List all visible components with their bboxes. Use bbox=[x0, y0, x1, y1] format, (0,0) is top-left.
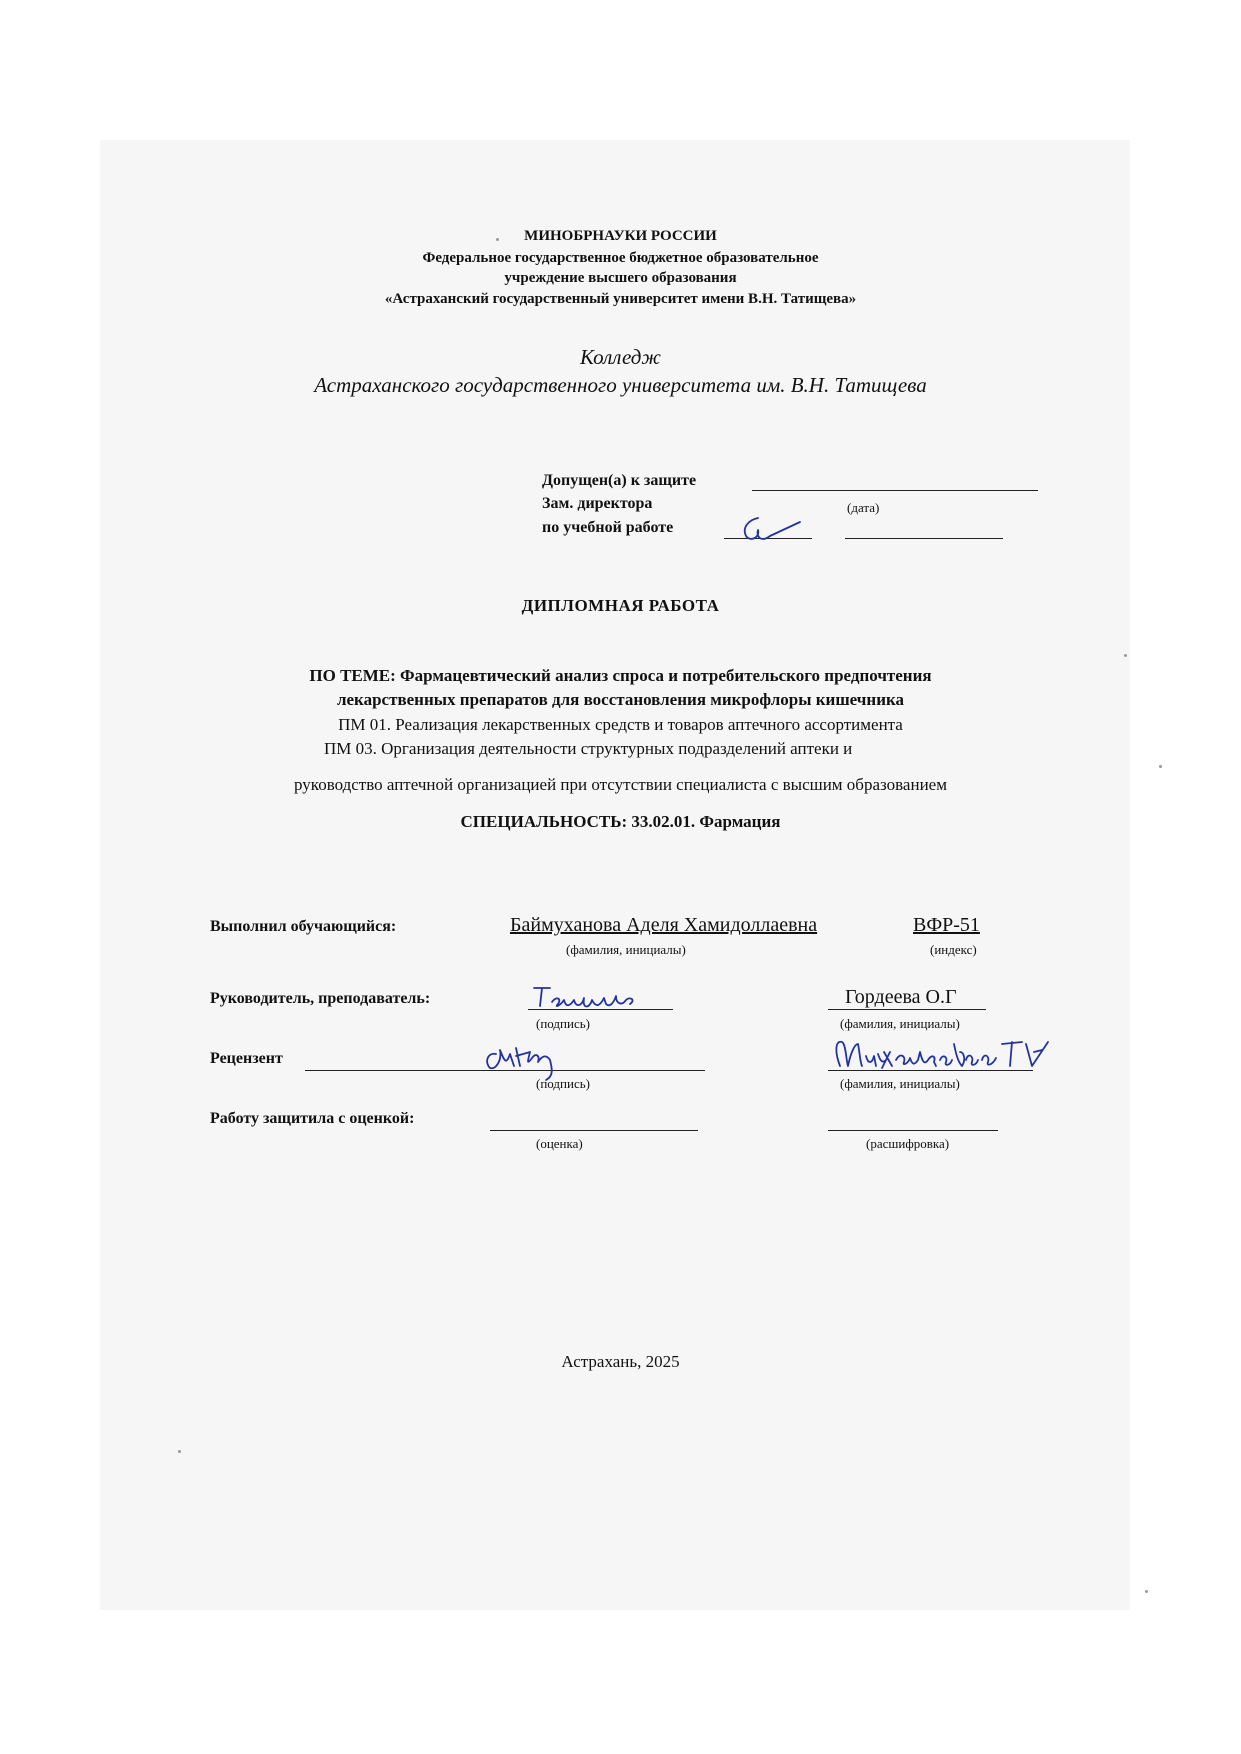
document-title: ДИПЛОМНАЯ РАБОТА bbox=[521, 596, 720, 615]
supervisor-name-line bbox=[828, 1009, 986, 1010]
institution-line-1: Федеральное государственное бюджетное образовательное bbox=[422, 250, 819, 266]
city-year: Астрахань, 2025 bbox=[561, 1352, 680, 1371]
scan-speck bbox=[1124, 654, 1127, 657]
admitted-label: Допущен(а) к защите bbox=[542, 472, 697, 489]
deputy-director-label: Зам. директора bbox=[542, 495, 653, 512]
specialty: СПЕЦИАЛЬНОСТЬ: 33.02.01. Фармация bbox=[460, 812, 781, 831]
scan-speck bbox=[496, 238, 499, 241]
academic-work-label: по учебной работе bbox=[542, 519, 674, 536]
ministry-name: МИНОБРНАУКИ РОССИИ bbox=[524, 228, 717, 244]
date-line bbox=[845, 538, 1003, 539]
college-title: Колледж bbox=[580, 345, 661, 369]
scan-speck bbox=[1145, 1590, 1148, 1593]
date-caption: (дата) bbox=[847, 500, 880, 515]
module-pm01: ПМ 01. Реализация лекарственных средств и товаров аптечного ассортимента bbox=[338, 715, 903, 734]
reviewer-name-caption: (фамилия, инициалы) bbox=[840, 1076, 960, 1091]
reviewer-sign-caption: (подпись) bbox=[536, 1076, 590, 1091]
grade-caption: (оценка) bbox=[536, 1136, 583, 1151]
module-pm03-line-2: руководство аптечной организацией при отсутствии специалиста с высшим образованием bbox=[294, 775, 947, 794]
supervisor-name-caption: (фамилия, инициалы) bbox=[840, 1016, 960, 1031]
supervisor-signature-icon bbox=[530, 984, 670, 1014]
grade-label: Работу защитила с оценкой: bbox=[210, 1110, 415, 1127]
college-subtitle: Астраханского государственного университета им. В.Н. Татищева bbox=[314, 373, 927, 397]
supervisor-sign-caption: (подпись) bbox=[536, 1016, 590, 1031]
performer-group-caption: (индекс) bbox=[930, 942, 977, 957]
performer-name-caption: (фамилия, инициалы) bbox=[566, 942, 686, 957]
reviewer-signature-icon bbox=[482, 1040, 602, 1080]
supervisor-label: Руководитель, преподаватель: bbox=[210, 990, 431, 1007]
scan-speck bbox=[178, 1450, 181, 1453]
admitted-line bbox=[752, 490, 1038, 491]
grade-decode-line bbox=[828, 1130, 998, 1131]
grade-line bbox=[490, 1130, 698, 1131]
reviewer-label: Рецензент bbox=[210, 1050, 283, 1067]
topic-line-1: ПО ТЕМЕ: Фармацевтический анализ спроса и потребительского предпочтения bbox=[309, 666, 932, 685]
topic-line-2: лекарственных препаратов для восстановления микрофлоры кишечника bbox=[336, 690, 905, 709]
reviewer-name-signature-icon bbox=[826, 1030, 1086, 1078]
module-pm03-line-1: ПМ 03. Организация деятельности структурных подразделений аптеки и bbox=[324, 739, 853, 758]
performer-label: Выполнил обучающийся: bbox=[210, 918, 397, 935]
performer-group: ВФР-51 bbox=[913, 914, 980, 936]
institution-line-2: учреждение высшего образования bbox=[504, 270, 737, 286]
grade-decode-caption: (расшифровка) bbox=[866, 1136, 950, 1151]
scan-speck bbox=[1159, 765, 1162, 768]
university-name: «Астраханский государственный университет имени В.Н. Татищева» bbox=[384, 291, 857, 307]
deputy-signature-icon bbox=[738, 512, 808, 552]
supervisor-name: Гордеева О.Г bbox=[845, 986, 957, 1008]
performer-name: Баймуханова Аделя Хамидоллаевна bbox=[510, 914, 818, 936]
